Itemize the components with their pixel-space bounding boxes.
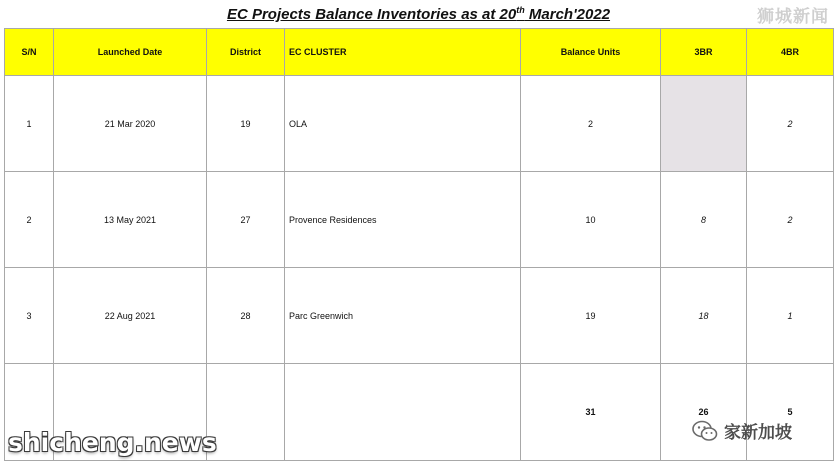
- cell-balance-units: 19: [521, 268, 661, 364]
- header-sn: S/N: [5, 29, 54, 76]
- page-title: [0, 4, 837, 26]
- watermark-label: 家新加坡: [724, 423, 792, 443]
- watermark-bottom-right: [692, 418, 792, 443]
- header-3br: 3BR: [661, 29, 747, 76]
- cell-4br: 1: [747, 268, 834, 364]
- title-superscript: th: [516, 5, 525, 15]
- cell-launched-date: 13 May 2021: [54, 172, 207, 268]
- cell-launched-date: 22 Aug 2021: [54, 268, 207, 364]
- total-balance-units: 31: [521, 364, 661, 461]
- header-ec-cluster: EC CLUSTER: [285, 29, 521, 76]
- title-suffix: March'2022: [524, 6, 611, 23]
- total-4br: 5: [747, 364, 834, 461]
- cell-ec-cluster: OLA: [285, 76, 521, 172]
- header-4br: 4BR: [747, 29, 834, 76]
- cell-sn: 1: [5, 76, 54, 172]
- table-row: [5, 76, 834, 172]
- header-row: [5, 29, 834, 76]
- cell-4br: 2: [747, 76, 834, 172]
- inventory-table: [4, 28, 834, 461]
- cell-sn: 2: [5, 172, 54, 268]
- cell-sn: 3: [5, 268, 54, 364]
- cell-3br: 18: [661, 268, 747, 364]
- total-3br: 26: [661, 364, 747, 461]
- cell-balance-units: 10: [521, 172, 661, 268]
- header-launched-date: Launched Date: [54, 29, 207, 76]
- cell-balance-units: 2: [521, 76, 661, 172]
- cell-launched-date: 21 Mar 2020: [54, 76, 207, 172]
- cell-district: 28: [207, 268, 285, 364]
- cell-3br: [661, 76, 747, 172]
- cell-empty: [207, 364, 285, 461]
- table-row: [5, 172, 834, 268]
- title-text: [227, 6, 610, 23]
- cell-district: 27: [207, 172, 285, 268]
- cell-district: 19: [207, 76, 285, 172]
- watermark-bottom-left: shicheng.news: [8, 428, 217, 457]
- cell-empty: [285, 364, 521, 461]
- header-balance-units: Balance Units: [521, 29, 661, 76]
- wechat-icon: [692, 420, 718, 442]
- title-prefix: EC Projects Balance Inventories as at 20: [226, 6, 517, 23]
- cell-4br: 2: [747, 172, 834, 268]
- cell-3br: 8: [661, 172, 747, 268]
- cell-ec-cluster: Parc Greenwich: [285, 268, 521, 364]
- table-row: [5, 268, 834, 364]
- cell-ec-cluster: Provence Residences: [285, 172, 521, 268]
- header-district: District: [207, 29, 285, 76]
- watermark-top-right: 狮城新闻: [757, 7, 829, 27]
